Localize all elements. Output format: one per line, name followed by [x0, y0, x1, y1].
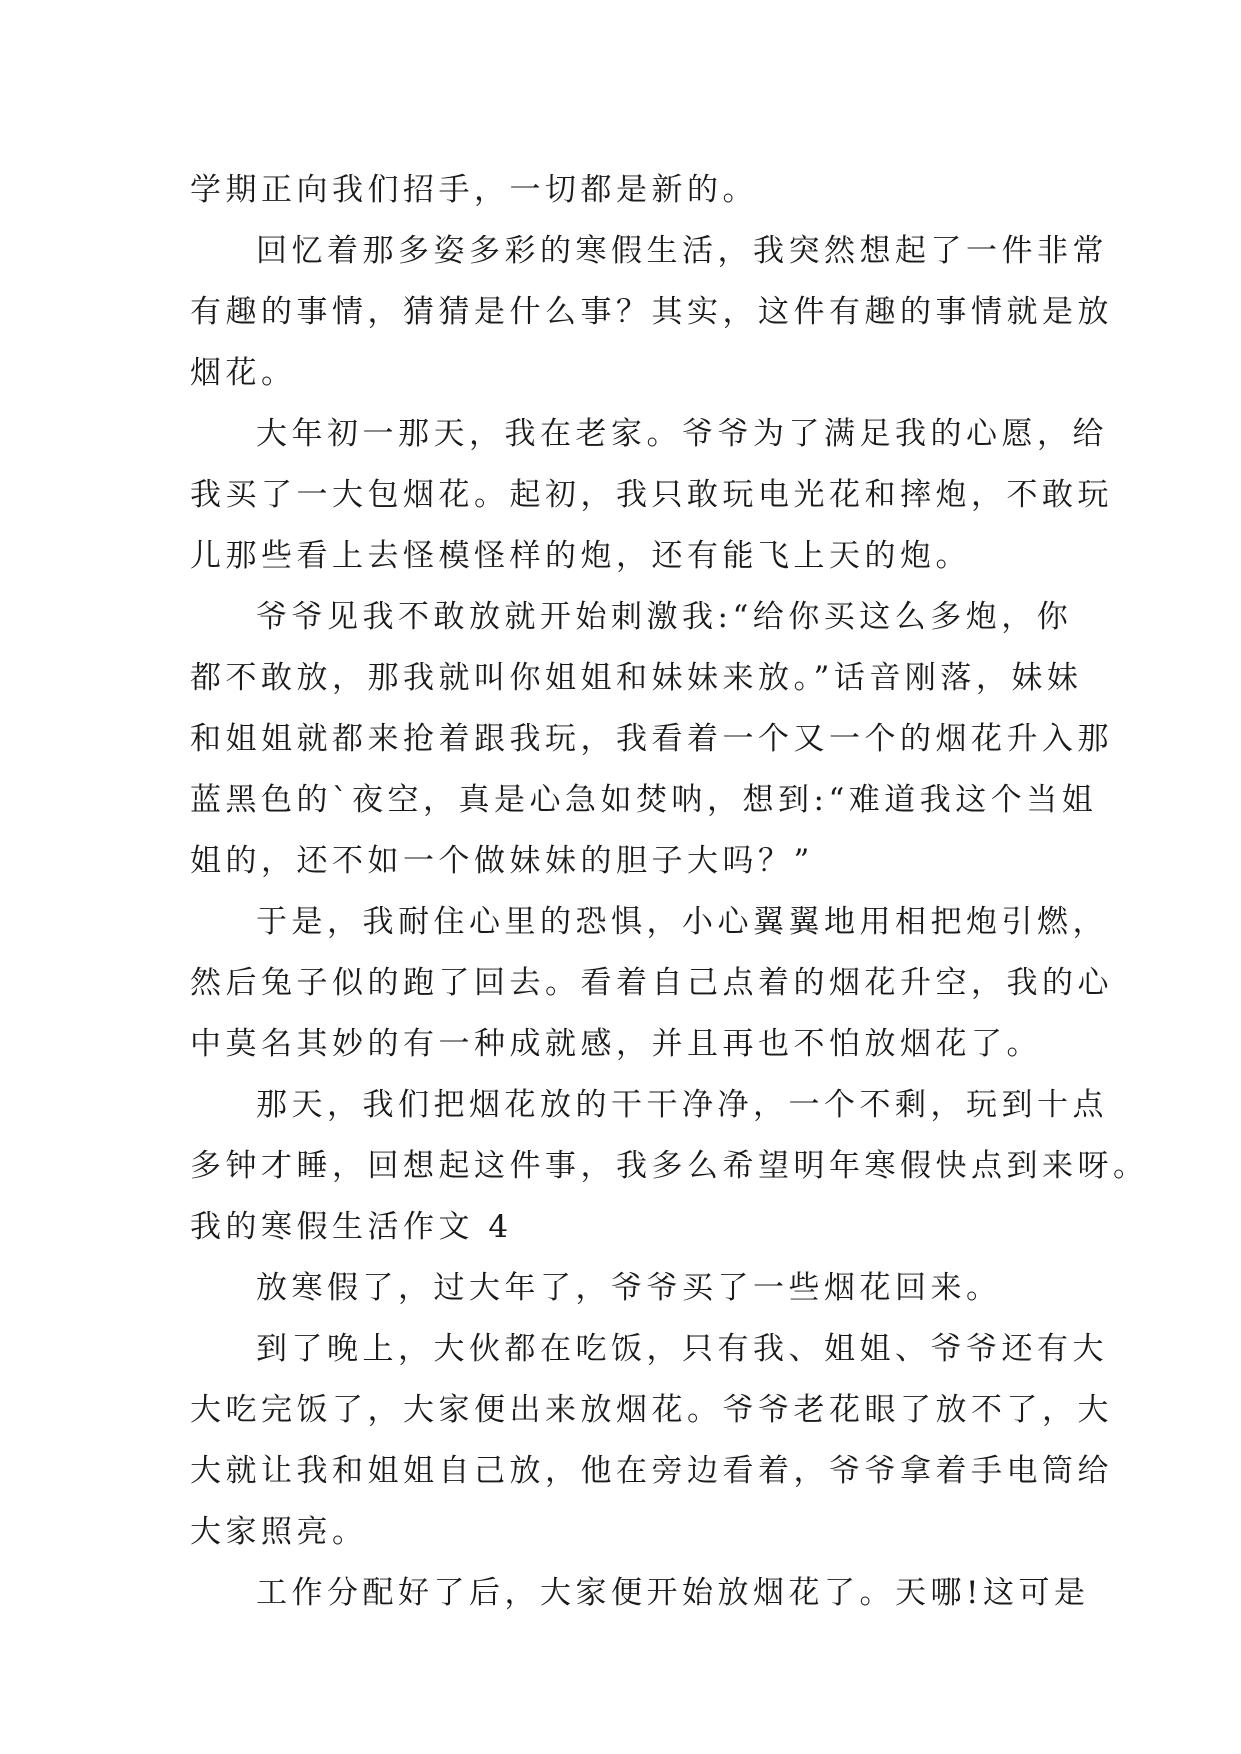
text-line: 我的寒假生活作文 4 [190, 1209, 513, 1245]
text-line: 和姐姐就都来抢着跟我玩，我看着一个又一个的烟花升入那 [190, 721, 1113, 757]
text-line: 大就让我和姐姐自己放，他在旁边看着，爷爷拿着手电筒给 [190, 1453, 1113, 1489]
text-line: 学期正向我们招手，一切都是新的。 [190, 172, 758, 208]
text-line: 到了晚上，大伙都在吃饭，只有我、姐姐、爷爷还有大 [256, 1331, 1108, 1367]
text-line: 大年初一那天，我在老家。爷爷为了满足我的心愿，给 [256, 416, 1108, 452]
text-line: 我买了一大包烟花。起初，我只敢玩电光花和摔炮，不敢玩 [190, 477, 1113, 513]
body-text [190, 160, 1149, 1624]
text-line: 有趣的事情，猜猜是什么事？其实，这件有趣的事情就是放 [190, 294, 1113, 330]
text-line: 于是，我耐住心里的恐惧，小心翼翼地用相把炮引燃， [256, 904, 1108, 940]
text-line: 工作分配好了后，大家便开始放烟花了。天哪!这可是 [256, 1575, 1090, 1611]
text-line: 中莫名其妙的有一种成就感，并且再也不怕放烟花了。 [190, 1026, 1042, 1062]
text-line: 多钟才睡，回想起这件事，我多么希望明年寒假快点到来呀。 [190, 1148, 1149, 1184]
text-line: 爷爷见我不敢放就开始刺激我:“给你买这么多炮，你 [256, 599, 1073, 635]
text-line: 然后兔子似的跑了回去。看着自己点着的烟花升空，我的心 [190, 965, 1113, 1001]
text-line: 那天，我们把烟花放的干干净净，一个不剩，玩到十点 [256, 1087, 1108, 1123]
text-line: 儿那些看上去怪模怪样的炮，还有能飞上天的炮。 [190, 538, 971, 574]
text-line: 烟花。 [190, 355, 297, 391]
text-line: 蓝黑色的`夜空，真是心急如焚呐，想到:“难道我这个当姐 [190, 782, 1098, 818]
text-line: 放寒假了，过大年了，爷爷买了一些烟花回来。 [256, 1270, 1002, 1306]
text-line: 大吃完饭了，大家便出来放烟花。爷爷老花眼了放不了，大 [190, 1392, 1113, 1428]
text-line: 回忆着那多姿多彩的寒假生活，我突然想起了一件非常 [256, 233, 1108, 269]
text-line: 姐的，还不如一个做妹妹的胆子大吗？” [190, 843, 814, 879]
text-line: 都不敢放，那我就叫你姐姐和妹妹来放。”话音刚落，妹妹 [190, 660, 1083, 696]
text-line: 大家照亮。 [190, 1514, 368, 1550]
